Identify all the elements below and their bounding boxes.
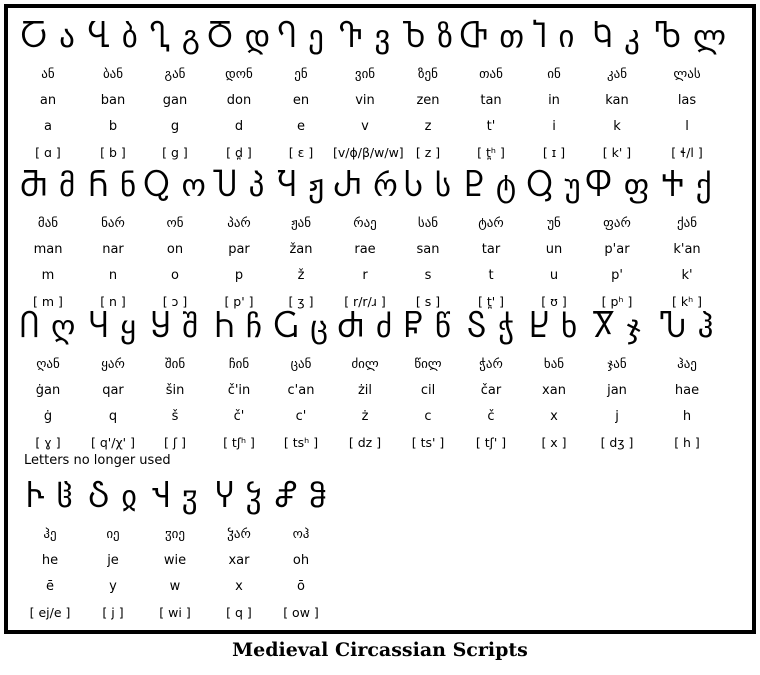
letter-glyph: Ⴞ ხ <box>529 309 579 345</box>
letter-latin: n <box>108 268 118 283</box>
letter-glyph: Ⴠ ჰ <box>659 309 715 345</box>
letter-ipa: [ ɣ ] <box>35 435 61 450</box>
letter-latin: č' <box>233 409 245 424</box>
letter-ipa: [ ow ] <box>283 605 319 620</box>
letter-glyph: Ⴀ ა <box>20 19 76 55</box>
letter-ipa: [ ɪ ] <box>542 145 566 160</box>
letter-glyph: Ⴛ ძ <box>336 309 394 345</box>
letter-ipa: [ ʒ ] <box>288 294 314 309</box>
letter-native: ფარ <box>603 216 631 231</box>
letter-latin: p' <box>611 268 623 283</box>
letter-latin: u <box>549 268 559 283</box>
letter-glyph: Ⴅ ვ <box>338 19 392 55</box>
letter-native: ან <box>41 67 55 82</box>
letter-native: რაე <box>353 216 377 231</box>
letter-ipa: [ p' ] <box>224 294 254 309</box>
letter-latin: p <box>234 268 244 283</box>
letter-glyph: Ⴋ მ <box>19 168 77 204</box>
letter-native: ოჰ <box>292 527 310 542</box>
letter-name: on <box>166 242 184 257</box>
letter-latin: d <box>234 119 244 134</box>
letter-name: cil <box>420 383 436 398</box>
letter-native: ვინ <box>354 67 376 82</box>
letter-latin: ē <box>46 579 54 594</box>
letter-ipa: [ h ] <box>674 435 700 450</box>
letter-native: ჟან <box>290 216 312 231</box>
letter-name: gan <box>162 93 188 108</box>
letter-glyph: Ⴐ რ <box>333 168 399 204</box>
letter-native: ჴარ <box>227 527 251 542</box>
letter-latin: k <box>613 119 621 134</box>
letter-latin: l <box>685 119 689 134</box>
letter-native: წილ <box>414 357 442 372</box>
letter-glyph: Ⴍ ო <box>143 168 207 204</box>
letter-ipa: [ tʃʰ ] <box>223 435 255 450</box>
letter-glyph: Ⴤ ჴ <box>215 479 263 515</box>
letter-latin: ō <box>297 579 305 594</box>
letter-glyph: Ⴈ ი <box>532 19 576 55</box>
letter-glyph: Ⴉ კ <box>593 19 641 55</box>
letter-ipa: [ k' ] <box>602 145 632 160</box>
letter-latin: j <box>615 409 619 424</box>
letter-native: ონ <box>166 216 184 231</box>
letter-native: თან <box>479 67 503 82</box>
letter-glyph: Ⴂ გ <box>149 19 201 55</box>
letter-ipa: [ x ] <box>541 435 567 450</box>
letter-ipa: [ tʃ' ] <box>475 435 507 450</box>
letter-glyph: Ⴣ ჳ <box>151 479 199 515</box>
letter-glyph: Ⴗ ყ <box>88 309 138 345</box>
letter-ipa: [ b ] <box>100 145 126 160</box>
letter-name: hae <box>674 383 700 398</box>
letter-native: ენ <box>294 67 308 82</box>
letter-glyph: Ⴔ ფ <box>585 168 651 204</box>
letter-ipa: [ j ] <box>102 605 124 620</box>
letter-latin: t' <box>486 119 496 134</box>
letter-glyph: Ⴒ ტ <box>464 168 518 204</box>
letter-latin: g <box>170 119 180 134</box>
letter-name: je <box>107 553 119 568</box>
letter-ipa: [ ts' ] <box>411 435 445 450</box>
letter-name: don <box>226 93 252 108</box>
letter-name: zen <box>416 93 440 108</box>
letter-native: ქან <box>676 216 698 231</box>
letter-glyph: Ⴖ ღ <box>19 309 77 345</box>
letter-name: in <box>548 93 560 108</box>
letter-ipa: [ ɛ ] <box>288 145 314 160</box>
letter-latin: t <box>488 268 494 283</box>
letter-glyph: Ⴘ შ <box>150 309 200 345</box>
letter-native: ბან <box>102 67 124 82</box>
letter-native: ლას <box>673 67 701 82</box>
letter-latin: ġ <box>43 409 53 424</box>
letter-name: kan <box>605 93 629 108</box>
letter-name: šin <box>165 383 185 398</box>
letter-name: tar <box>481 242 501 257</box>
letter-latin: w <box>169 579 181 594</box>
letter-name: san <box>416 242 440 257</box>
letter-native: ჰაე <box>677 357 697 372</box>
letter-ipa: [ z ] <box>415 145 441 160</box>
letter-name: an <box>39 93 57 108</box>
letter-ipa: [ d̪ ] <box>226 145 252 160</box>
letter-glyph: Ⴓ უ <box>526 168 582 204</box>
letter-name: nar <box>102 242 124 257</box>
letter-glyph: Ⴚ ც <box>273 309 329 345</box>
letter-glyph: Ⴡ ჱ <box>26 479 74 515</box>
letter-ipa: [ ɑ ] <box>35 145 61 160</box>
letter-ipa: [ ʊ ] <box>541 294 567 309</box>
letter-glyph: Ⴃ დ <box>207 19 272 55</box>
letter-glyph: Ⴝ ჭ <box>466 309 516 345</box>
letter-native: ტარ <box>478 216 504 231</box>
letter-latin: v <box>361 119 369 134</box>
letter-ipa: [ t̪' ] <box>477 294 505 309</box>
letter-latin: e <box>297 119 305 134</box>
letter-ipa: [ r/r/ɹ ] <box>344 294 386 309</box>
letter-ipa: [ m ] <box>33 294 63 309</box>
letter-native: ჳიე <box>165 527 185 542</box>
letter-name: ġan <box>35 383 61 398</box>
letter-glyph: Ⴙ ჩ <box>214 309 264 345</box>
letter-native: უნ <box>547 216 561 231</box>
letter-ipa: [ pʰ ] <box>601 294 633 309</box>
letter-native: ჩინ <box>228 357 250 372</box>
letter-name: čar <box>480 383 502 398</box>
letter-name: man <box>33 242 63 257</box>
letter-latin: x <box>550 409 558 424</box>
letter-native: ჭარ <box>479 357 503 372</box>
letter-name: qar <box>102 383 124 398</box>
letter-glyph: Ⴊ ლ <box>655 19 727 55</box>
letter-name: k'an <box>673 242 701 257</box>
letter-native: ჯან <box>607 357 627 372</box>
page-caption: Medieval Circassian Scripts <box>232 639 528 661</box>
letter-name: ban <box>100 93 126 108</box>
letter-ipa: [ q ] <box>226 605 252 620</box>
letter-native: მან <box>37 216 59 231</box>
letter-latin: y <box>109 579 117 594</box>
letter-glyph: Ⴢ ჲ <box>88 479 138 515</box>
letter-name: un <box>545 242 563 257</box>
letter-ipa: [ ɔ ] <box>162 294 188 309</box>
alphabet-chart <box>4 4 756 634</box>
letter-ipa: [ s ] <box>415 294 441 309</box>
letter-latin: h <box>682 409 692 424</box>
letter-native: პარ <box>227 216 251 231</box>
letter-ipa: [ t̪ʰ ] <box>477 145 505 160</box>
letter-name: tan <box>480 93 502 108</box>
letter-latin: š <box>171 409 179 424</box>
letter-native: კან <box>606 67 628 82</box>
letter-ipa: [v/ɸ/β/w/w] <box>333 145 404 160</box>
letter-latin: s <box>424 268 432 283</box>
letter-native: ჰე <box>43 527 57 542</box>
letter-native: ცან <box>290 357 312 372</box>
letter-name: č'in <box>227 383 251 398</box>
letter-latin: r <box>362 268 368 283</box>
letter-name: p'ar <box>604 242 630 257</box>
letter-latin: z <box>424 119 432 134</box>
letter-native: ხან <box>543 357 565 372</box>
letter-latin: c <box>424 409 432 424</box>
letter-glyph: Ⴌ ნ <box>88 168 138 204</box>
letter-name: c'an <box>287 383 315 398</box>
letter-latin: q <box>108 409 118 424</box>
letter-glyph: Ⴟ ჯ <box>592 309 642 345</box>
letter-ipa: [ wi ] <box>159 605 191 620</box>
letter-glyph: Ⴎ პ <box>212 168 266 204</box>
letter-native: შინ <box>164 357 186 372</box>
letter-name: xan <box>542 383 566 398</box>
letter-native: ძილ <box>351 357 379 372</box>
letter-name: žan <box>289 242 313 257</box>
letter-name: las <box>677 93 697 108</box>
letter-name: vin <box>355 93 375 108</box>
section-heading: Letters no longer used <box>24 453 171 468</box>
letter-name: rae <box>354 242 376 257</box>
letter-glyph: Ⴇ თ <box>459 19 526 55</box>
letter-ipa: [ kʰ ] <box>672 294 702 309</box>
letter-name: żil <box>357 383 373 398</box>
letter-glyph: Ⴥ ჵ <box>274 479 328 515</box>
letter-native: დონ <box>225 67 253 82</box>
letter-native: სან <box>417 216 439 231</box>
letter-latin: ż <box>361 409 369 424</box>
letter-name: jan <box>607 383 627 398</box>
letter-name: wie <box>163 553 187 568</box>
letter-latin: k' <box>681 268 693 283</box>
letter-native: ღან <box>36 357 60 372</box>
letter-ipa: [ tsʰ ] <box>283 435 319 450</box>
letter-latin: c' <box>295 409 307 424</box>
letter-latin: x <box>235 579 243 594</box>
letter-name: xar <box>228 553 250 568</box>
letter-name: par <box>228 242 250 257</box>
letter-glyph: Ⴄ ე <box>277 19 325 55</box>
letter-ipa: [ g ] <box>162 145 188 160</box>
letter-latin: m <box>41 268 55 283</box>
letter-ipa: [ ej/e ] <box>29 605 71 620</box>
letter-native: ნარ <box>101 216 125 231</box>
letter-name: en <box>292 93 310 108</box>
letter-ipa: [ q'/χ' ] <box>91 435 135 450</box>
letter-name: he <box>41 553 59 568</box>
letter-latin: o <box>171 268 179 283</box>
letter-ipa: [ dz ] <box>348 435 382 450</box>
letter-glyph: Ⴏ ჟ <box>276 168 326 204</box>
letter-name: oh <box>292 553 310 568</box>
letter-glyph: Ⴆ ზ <box>402 19 454 55</box>
letter-latin: i <box>552 119 556 134</box>
letter-native: ზენ <box>418 67 438 82</box>
letter-latin: ž <box>297 268 305 283</box>
letter-ipa: [ n ] <box>100 294 126 309</box>
letter-ipa: [ ɬ/l ] <box>671 145 703 160</box>
letter-glyph: Ⴜ წ <box>404 309 452 345</box>
letter-native: ყარ <box>101 357 125 372</box>
letter-ipa: [ dʒ ] <box>600 435 634 450</box>
letter-native: ინ <box>547 67 561 82</box>
letter-latin: a <box>44 119 52 134</box>
letter-native: გან <box>164 67 186 82</box>
letter-glyph: Ⴑ ს <box>403 168 453 204</box>
letter-latin: b <box>108 119 118 134</box>
letter-glyph: Ⴁ ბ <box>87 19 139 55</box>
letter-ipa: [ ʃ ] <box>164 435 186 450</box>
letter-glyph: Ⴕ ქ <box>661 168 713 204</box>
letter-latin: č <box>487 409 495 424</box>
letter-native: იე <box>106 527 120 542</box>
